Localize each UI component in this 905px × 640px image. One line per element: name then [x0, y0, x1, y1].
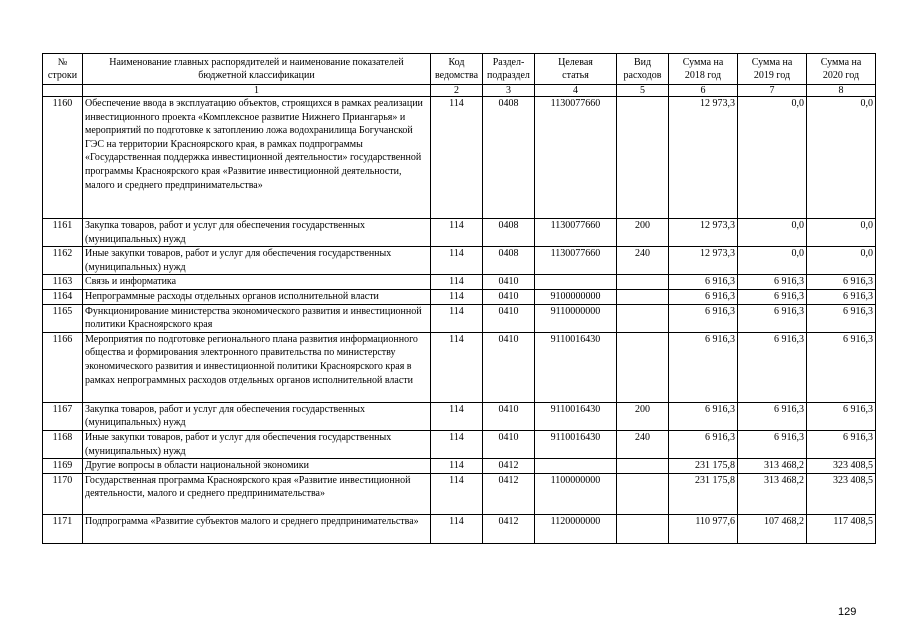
table-row	[43, 459, 876, 474]
row-sum-2019: 6 916,3	[738, 332, 807, 402]
row-expense-type	[617, 289, 669, 304]
row-expense-type	[617, 304, 669, 332]
row-sum-2019: 107 468,2	[738, 514, 807, 543]
row-sum-2018: 6 916,3	[669, 289, 738, 304]
row-department-code: 114	[431, 247, 483, 275]
row-number: 1166	[43, 332, 83, 402]
budget-table	[42, 53, 876, 544]
row-target-article: 9110016430	[535, 430, 617, 458]
row-section: 0412	[483, 514, 535, 543]
row-section: 0412	[483, 459, 535, 474]
header-row-number: № строки	[43, 54, 83, 85]
row-sum-2018: 231 175,8	[669, 459, 738, 474]
row-department-code: 114	[431, 473, 483, 514]
row-sum-2018: 12 973,3	[669, 219, 738, 247]
row-section: 0410	[483, 402, 535, 430]
row-name: Обеспечение ввода в эксплуатацию объектов, строящихся в рамках реализации инвестиционного проекта «Комплексное развитие Нижнего Приангарья» и мероприятий по подготовке к затоплению ложа водохранилища Богучанской ГЭС на территории Красноярского края, в рамках подпрограммы «Государственная поддержка инвестиционной деятельности» государственной программы Красноярского края «Развитие инвестиционной деятельности, малого и среднего предпринимательства»	[83, 97, 431, 219]
row-department-code: 114	[431, 304, 483, 332]
row-department-code: 114	[431, 289, 483, 304]
row-section: 0410	[483, 289, 535, 304]
row-sum-2020: 6 916,3	[807, 430, 876, 458]
row-section: 0412	[483, 473, 535, 514]
table-row	[43, 473, 876, 514]
table-body	[43, 97, 876, 544]
header-name: Наименование главных распорядителей и наименование показателей бюджетной классификации	[83, 54, 431, 85]
row-name: Иные закупки товаров, работ и услуг для обеспечения государственных (муниципальных) нужд	[83, 247, 431, 275]
row-sum-2020: 0,0	[807, 247, 876, 275]
row-target-article: 9110000000	[535, 304, 617, 332]
row-sum-2020: 117 408,5	[807, 514, 876, 543]
column-number: 3	[483, 85, 535, 97]
row-department-code: 114	[431, 459, 483, 474]
column-number: 7	[738, 85, 807, 97]
column-number: 1	[83, 85, 431, 97]
row-sum-2020: 6 916,3	[807, 402, 876, 430]
row-sum-2018: 12 973,3	[669, 97, 738, 219]
row-name: Мероприятия по подготовке регионального плана развития информационного общества и формирования электронного правительства по министерству экономического развития и инвестиционной политики Красноярского края в рамках непрограммных расходов отдельных органов исполнительной власти	[83, 332, 431, 402]
row-expense-type	[617, 473, 669, 514]
table-row	[43, 304, 876, 332]
row-expense-type	[617, 514, 669, 543]
row-sum-2019: 6 916,3	[738, 304, 807, 332]
row-sum-2019: 6 916,3	[738, 402, 807, 430]
header-sum-2020: Сумма на 2020 год	[807, 54, 876, 85]
column-number: 2	[431, 85, 483, 97]
row-expense-type	[617, 275, 669, 290]
table-row	[43, 247, 876, 275]
row-target-article: 9110016430	[535, 402, 617, 430]
row-target-article: 1130077660	[535, 219, 617, 247]
row-sum-2020: 6 916,3	[807, 275, 876, 290]
row-name: Связь и информатика	[83, 275, 431, 290]
row-target-article	[535, 275, 617, 290]
row-target-article: 9110016430	[535, 332, 617, 402]
row-number: 1170	[43, 473, 83, 514]
row-department-code: 114	[431, 430, 483, 458]
row-target-article: 9100000000	[535, 289, 617, 304]
row-sum-2019: 0,0	[738, 247, 807, 275]
row-target-article	[535, 459, 617, 474]
row-department-code: 114	[431, 275, 483, 290]
row-department-code: 114	[431, 332, 483, 402]
row-name: Закупка товаров, работ и услуг для обеспечения государственных (муниципальных) нужд	[83, 219, 431, 247]
row-sum-2020: 6 916,3	[807, 332, 876, 402]
row-section: 0410	[483, 275, 535, 290]
row-department-code: 114	[431, 514, 483, 543]
row-expense-type: 240	[617, 247, 669, 275]
table-row	[43, 289, 876, 304]
row-target-article: 1130077660	[535, 247, 617, 275]
row-sum-2019: 6 916,3	[738, 289, 807, 304]
row-number: 1168	[43, 430, 83, 458]
row-sum-2018: 6 916,3	[669, 332, 738, 402]
column-number: 4	[535, 85, 617, 97]
row-name: Государственная программа Красноярского края «Развитие инвестиционной деятельности, малого и среднего предпринимательства»	[83, 473, 431, 514]
column-number: 8	[807, 85, 876, 97]
row-section: 0408	[483, 219, 535, 247]
row-number: 1165	[43, 304, 83, 332]
row-name: Закупка товаров, работ и услуг для обеспечения государственных (муниципальных) нужд	[83, 402, 431, 430]
row-department-code: 114	[431, 219, 483, 247]
table-row	[43, 275, 876, 290]
header-sum-2019: Сумма на 2019 год	[738, 54, 807, 85]
row-section: 0408	[483, 97, 535, 219]
row-target-article: 1120000000	[535, 514, 617, 543]
header-sum-2018: Сумма на 2018 год	[669, 54, 738, 85]
row-name: Другие вопросы в области национальной экономики	[83, 459, 431, 474]
row-sum-2018: 6 916,3	[669, 304, 738, 332]
row-section: 0410	[483, 430, 535, 458]
row-number: 1163	[43, 275, 83, 290]
row-sum-2020: 0,0	[807, 219, 876, 247]
row-number: 1162	[43, 247, 83, 275]
table-header	[43, 54, 876, 97]
row-sum-2018: 231 175,8	[669, 473, 738, 514]
row-sum-2019: 0,0	[738, 219, 807, 247]
row-section: 0410	[483, 332, 535, 402]
row-name: Функционирование министерства экономического развития и инвестиционной политики Красноярского края	[83, 304, 431, 332]
page-number: 129	[838, 606, 857, 618]
row-department-code: 114	[431, 402, 483, 430]
row-sum-2018: 12 973,3	[669, 247, 738, 275]
row-sum-2018: 6 916,3	[669, 430, 738, 458]
row-expense-type	[617, 332, 669, 402]
row-name: Непрограммные расходы отдельных органов исполнительной власти	[83, 289, 431, 304]
table-row	[43, 402, 876, 430]
table-row	[43, 514, 876, 543]
row-sum-2019: 0,0	[738, 97, 807, 219]
row-section: 0408	[483, 247, 535, 275]
table-row	[43, 332, 876, 402]
row-department-code: 114	[431, 97, 483, 219]
table-row	[43, 97, 876, 219]
row-number: 1169	[43, 459, 83, 474]
row-sum-2019: 6 916,3	[738, 275, 807, 290]
row-number: 1164	[43, 289, 83, 304]
header-section: Раздел- подраздел	[483, 54, 535, 85]
column-number: 6	[669, 85, 738, 97]
row-sum-2019: 313 468,2	[738, 473, 807, 514]
row-sum-2019: 6 916,3	[738, 430, 807, 458]
column-number	[43, 85, 83, 97]
row-number: 1167	[43, 402, 83, 430]
row-sum-2020: 323 408,5	[807, 473, 876, 514]
row-sum-2018: 6 916,3	[669, 402, 738, 430]
row-section: 0410	[483, 304, 535, 332]
row-number: 1171	[43, 514, 83, 543]
row-expense-type	[617, 97, 669, 219]
header-target-article: Целевая статья	[535, 54, 617, 85]
header-department-code: Код ведомства	[431, 54, 483, 85]
header-expense-type: Вид расходов	[617, 54, 669, 85]
row-sum-2020: 323 408,5	[807, 459, 876, 474]
row-expense-type: 200	[617, 402, 669, 430]
row-target-article: 1130077660	[535, 97, 617, 219]
row-expense-type: 240	[617, 430, 669, 458]
row-expense-type	[617, 459, 669, 474]
row-name: Иные закупки товаров, работ и услуг для обеспечения государственных (муниципальных) нужд	[83, 430, 431, 458]
row-target-article: 1100000000	[535, 473, 617, 514]
row-expense-type: 200	[617, 219, 669, 247]
row-sum-2019: 313 468,2	[738, 459, 807, 474]
row-number: 1161	[43, 219, 83, 247]
row-sum-2020: 6 916,3	[807, 289, 876, 304]
column-number-row	[43, 85, 876, 97]
row-sum-2020: 6 916,3	[807, 304, 876, 332]
table-row	[43, 430, 876, 458]
table-row	[43, 219, 876, 247]
row-number: 1160	[43, 97, 83, 219]
row-sum-2018: 6 916,3	[669, 275, 738, 290]
column-number: 5	[617, 85, 669, 97]
row-sum-2020: 0,0	[807, 97, 876, 219]
row-name: Подпрограмма «Развитие субъектов малого и среднего предпринимательства»	[83, 514, 431, 543]
row-sum-2018: 110 977,6	[669, 514, 738, 543]
